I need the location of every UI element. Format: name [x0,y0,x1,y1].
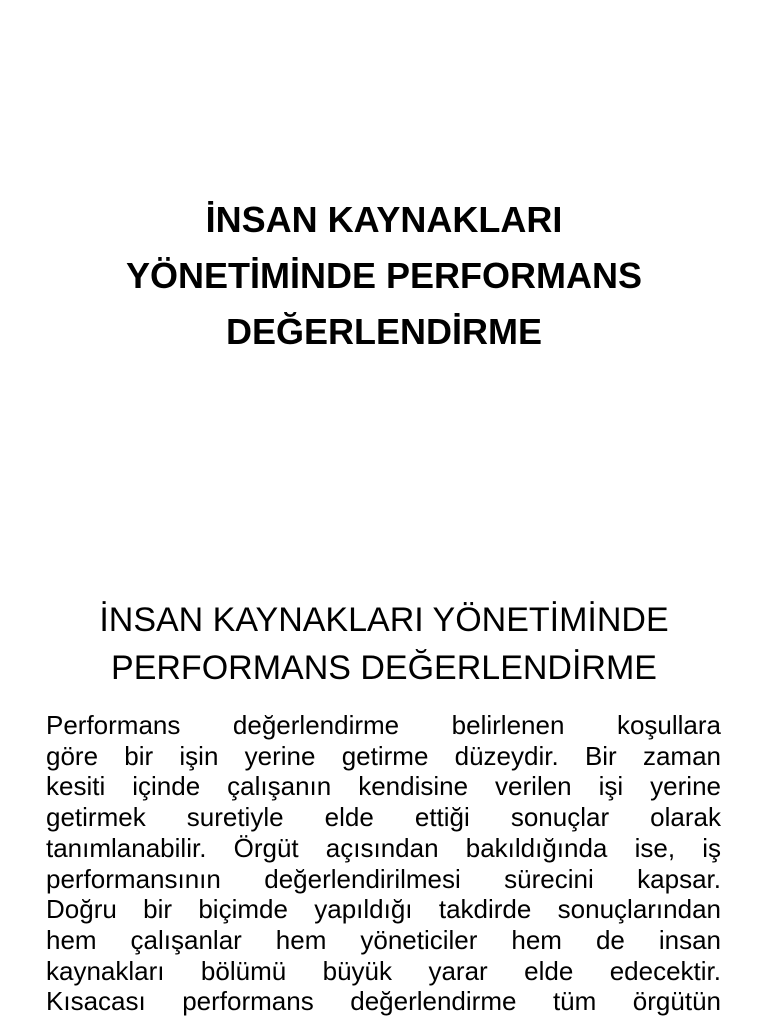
body-line: getirmek suretiyle elde ettiği sonuçlar olarak [46,802,721,833]
slide-title-line: DEĞERLENDİRME [225,311,543,352]
body-line: Kısacası performans değerlendirme tüm örgütün [46,986,721,1017]
body-line: hem çalışanlar hem yöneticiler hem de insan [46,924,721,955]
content-body [46,710,721,1017]
body-line: tanımlanabilir. Örgüt açısından bakıldığında ise, iş [46,832,721,863]
content-heading-line: İNSAN KAYNAKLARI YÖNETİMİNDE [99,601,669,639]
slide-title-line: YÖNETİMİNDE PERFORMANS [125,255,643,296]
body-line: Performans değerlendirme belirlenen koşullara [46,710,721,740]
body-line: kesiti içinde çalışanın kendisine verilen işi yerine [46,771,721,802]
content-heading [0,596,768,692]
body-line: Doğru bir biçimde yapıldığı takdirde sonuçlarından [46,894,721,925]
body-line: performansının değerlendirilmesi sürecini kapsar. [46,863,721,894]
content-heading-line: PERFORMANS DEĞERLENDİRME [111,649,657,687]
slide-title-line: İNSAN KAYNAKLARI [205,199,563,240]
body-line: kaynakları bölümü büyük yarar elde edecektir. [46,955,721,986]
body-line: göre bir işin yerine getirme düzeydir. Bir zaman [46,740,721,771]
slide-title [0,192,768,360]
